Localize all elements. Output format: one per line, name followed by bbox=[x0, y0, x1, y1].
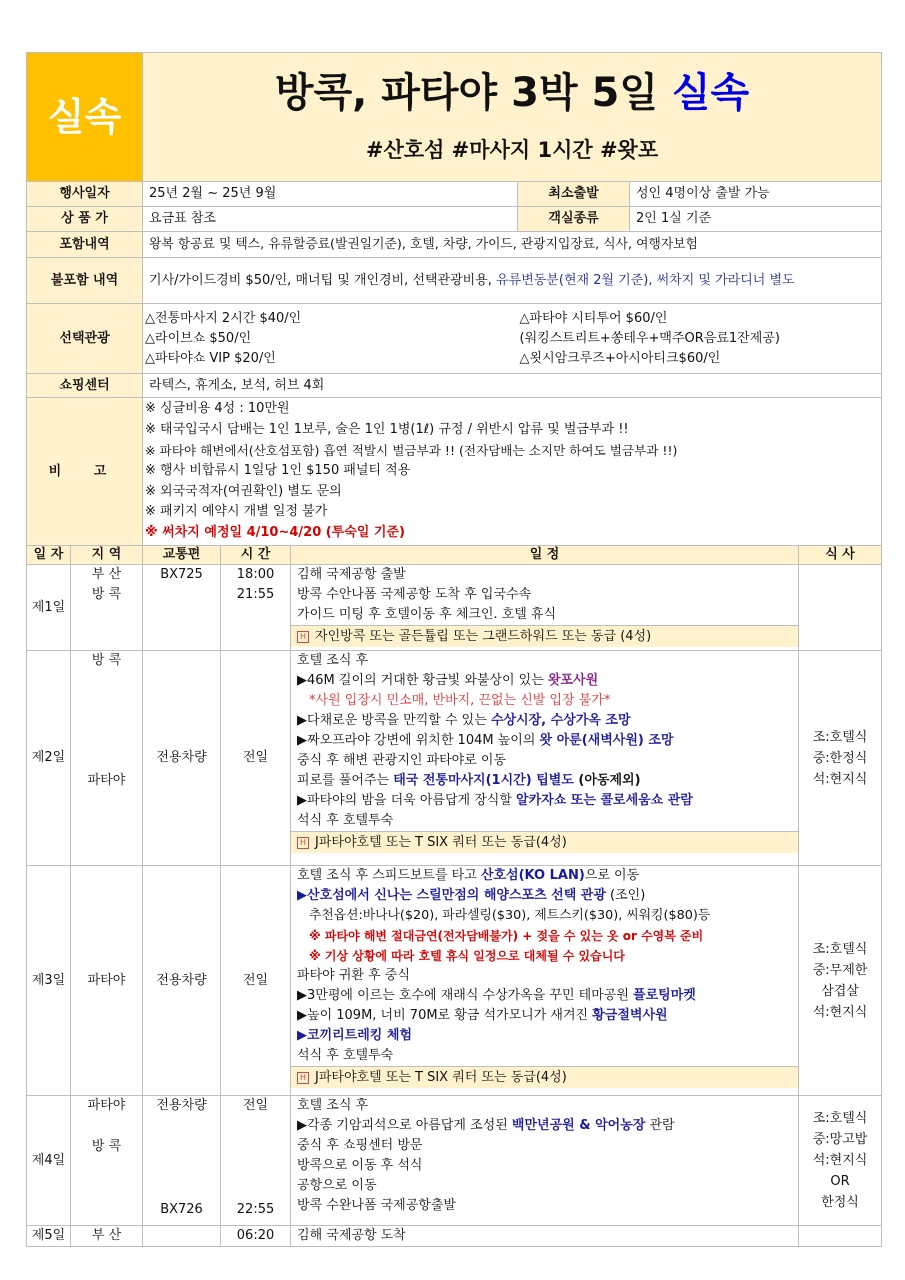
col-area: 지 역 bbox=[71, 546, 143, 565]
hotel-icon: H bbox=[297, 1072, 309, 1084]
day-label: 제4일 bbox=[27, 1096, 71, 1226]
include-value: 왕복 항공료 및 텍스, 유류할증료(발권일기준), 호텔, 차량, 가이드, 관광지입장료, 식사, 여행자보험 bbox=[143, 232, 882, 258]
min-value: 성인 4명이상 출발 가능 bbox=[630, 182, 882, 207]
optional-label: 선택관광 bbox=[27, 304, 143, 374]
col-time: 시 간 bbox=[221, 546, 291, 565]
day-time: 전일 bbox=[221, 866, 291, 1096]
day-transport: 전용차량 BX726 bbox=[143, 1096, 221, 1226]
itinerary-table bbox=[26, 52, 882, 1247]
day-row bbox=[27, 866, 882, 1096]
title-accent: 실속 bbox=[671, 70, 750, 116]
day-transport: 전용차량 bbox=[143, 866, 221, 1096]
day-schedule: 김해 국제공항 도착 bbox=[291, 1226, 799, 1247]
day-schedule: 호텔 조식 후 스피드보트를 타고 산호섬(KO LAN)으로 이동 ▶산호섬에서 신나는 스릴만점의 해양스포츠 선택 관광 (조인) 추천옵션:바나나($20), 파라셀링($30), 제트스키($30), 씨워킹($80)등 ※ 파타야 해변 절대금연(전자담배불가) + 젖을 수 있는 옷 or 수영복 준비 ※ 기상 상황에 따라 호텔 휴식 일정으로 대체될 수 있습니다 파타야 귀환 후 중식 ▶3만평에 이르는 호수에 재래식 수상가옥을 꾸민 테마공원 플로팅마켓 ▶높이 109M, 너비 70M로 황금 석가모니가 새겨진 황금절벽사원 ▶코끼리트레킹 체험 석식 후 호텔투숙 H J파타야호텔 또는 T SIX 쿼터 또는 동급(4성) bbox=[291, 866, 799, 1096]
shopping-label: 쇼핑센터 bbox=[27, 374, 143, 398]
day-meal bbox=[799, 1226, 882, 1247]
day-area: 파타야 방 콕 bbox=[71, 1096, 143, 1226]
day-area: 파타야 bbox=[71, 866, 143, 1096]
day-area: 부 산 bbox=[71, 1226, 143, 1247]
day-label: 제2일 bbox=[27, 651, 71, 866]
brand-logo: 실속 bbox=[27, 53, 143, 182]
price-value: 요금표 참조 bbox=[143, 207, 518, 232]
remarks-label: 비 고 bbox=[27, 398, 143, 546]
exclude-label: 불포함 내역 bbox=[27, 258, 143, 304]
exclude-value: 기사/가이드경비 $50/인, 매너팁 및 개인경비, 선택관광비용, 유류변동분(현재 2월 기준), 써차지 및 가라디너 별도 bbox=[143, 258, 882, 304]
day-row bbox=[27, 1226, 882, 1247]
room-value: 2인 1실 기준 bbox=[630, 207, 882, 232]
min-label: 최소출발 bbox=[518, 182, 630, 207]
day-meal: 조:호텔식 중:한정식 석:현지식 bbox=[799, 651, 882, 866]
day-time: 전일 22:55 bbox=[221, 1096, 291, 1226]
day-schedule: 김해 국제공항 출발 방콕 수안나폼 국제공항 도착 후 입국수속 가이드 미팅 후 호텔이동 후 체크인. 호텔 휴식 H 자인방콕 또는 골든튤립 또는 그랜드하워드 또는 동급 (4성) bbox=[291, 565, 799, 651]
day-transport: 전용차량 bbox=[143, 651, 221, 866]
day-meal: 조:호텔식 중:무제한 삼겹살 석:현지식 bbox=[799, 866, 882, 1096]
include-label: 포함내역 bbox=[27, 232, 143, 258]
hotel-line: H 자인방콕 또는 골든튤립 또는 그랜드하워드 또는 동급 (4성) bbox=[291, 625, 798, 647]
day-time: 06:20 bbox=[221, 1226, 291, 1247]
day-row bbox=[27, 565, 882, 651]
col-meal: 식 사 bbox=[799, 546, 882, 565]
day-time: 18:00 21:55 bbox=[221, 565, 291, 651]
page-subtitle: #산호섬 #마사지 1시간 #왓포 bbox=[365, 138, 659, 162]
title-block bbox=[143, 53, 882, 182]
day-meal bbox=[799, 565, 882, 651]
day-schedule: 호텔 조식 후 ▶46M 길이의 거대한 황금빛 와불상이 있는 왓포사원 *사원 입장시 민소매, 반바지, 끈없는 신발 입장 불가* ▶다채로운 방콕을 만끽할 수 있는 수상시장, 수상가옥 조망 ▶짜오프라야 강변에 위치한 104M 높이의 왓 아룬(새벽사원) 조망 중식 후 해변 관광지인 파타야로 이동 피로를 풀어주는 태국 전통마사지(1시간) 팁별도 (아동제외) ▶파타야의 밤을 더욱 아름답게 장식할 알카자쇼 또는 콜로세움쇼 관람 석식 후 호텔투숙 H J파타야호텔 또는 T SIX 쿼터 또는 동급(4성) bbox=[291, 651, 799, 866]
hotel-line: H J파타야호텔 또는 T SIX 쿼터 또는 동급(4성) bbox=[291, 831, 798, 853]
remarks-list: ※ 싱글비용 4성 : 10만원 ※ 태국입국시 담배는 1인 1보루, 술은 1인 1병(1ℓ) 규정 / 위반시 압류 및 벌금부과 !! ※ 파타야 해변에서(산호섬포함) 흡연 적발시 벌금부과 !! (전자담배는 소지만 하여도 벌금부과 !!) ※ 행사 비합류시 1일당 1인 $150 패널티 적용 ※ 외국국적자(여권확인) 별도 문의 ※ 패키지 예약시 개별 일정 불가 ※ 써차지 예정일 4/10~4/20 (투숙일 기준) bbox=[143, 398, 882, 546]
itinerary-sheet bbox=[26, 52, 881, 1247]
room-label: 객실종류 bbox=[518, 207, 630, 232]
day-time: 전일 bbox=[221, 651, 291, 866]
day-label: 제3일 bbox=[27, 866, 71, 1096]
day-area: 방 콕 파타야 bbox=[71, 651, 143, 866]
day-transport: BX725 bbox=[143, 565, 221, 651]
day-schedule: 호텔 조식 후 ▶각종 기암괴석으로 아름답게 조성된 백만년공원 & 악어농장 관람 중식 후 쇼핑센터 방문 방콕으로 이동 후 석식 공항으로 이동 방콕 수완나폼 국제공항출발 bbox=[291, 1096, 799, 1226]
optional-right: △파타야 시티투어 $60/인 (워킹스트리트+쏭테우+맥주OR음료1잔제공) △욋시암크루즈+아시아티크$60/인 bbox=[518, 304, 882, 374]
day-label: 제1일 bbox=[27, 565, 71, 651]
day-transport bbox=[143, 1226, 221, 1247]
col-transport: 교통편 bbox=[143, 546, 221, 565]
day-meal: 조:호텔식 중:망고밥 석:현지식 OR 한정식 bbox=[799, 1096, 882, 1226]
period-value: 25년 2월 ~ 25년 9월 bbox=[143, 182, 518, 207]
col-day: 일 자 bbox=[27, 546, 71, 565]
hotel-icon: H bbox=[297, 631, 309, 643]
page-title: 방콕, 파타야 3박 5일 실속 bbox=[274, 70, 750, 116]
day-row bbox=[27, 651, 882, 866]
optional-left: △전통마사지 2시간 $40/인 △라이브쇼 $50/인 △파타야쇼 VIP $20/인 bbox=[143, 304, 518, 374]
period-label: 행사일자 bbox=[27, 182, 143, 207]
day-area: 부 산 방 콕 bbox=[71, 565, 143, 651]
price-label: 상 품 가 bbox=[27, 207, 143, 232]
day-row bbox=[27, 1096, 882, 1226]
hotel-icon: H bbox=[297, 837, 309, 849]
hotel-line: H J파타야호텔 또는 T SIX 쿼터 또는 동급(4성) bbox=[291, 1066, 798, 1088]
col-itinerary: 일 정 bbox=[291, 546, 799, 565]
day-label: 제5일 bbox=[27, 1226, 71, 1247]
shopping-value: 라텍스, 휴게소, 보석, 허브 4회 bbox=[143, 374, 882, 398]
